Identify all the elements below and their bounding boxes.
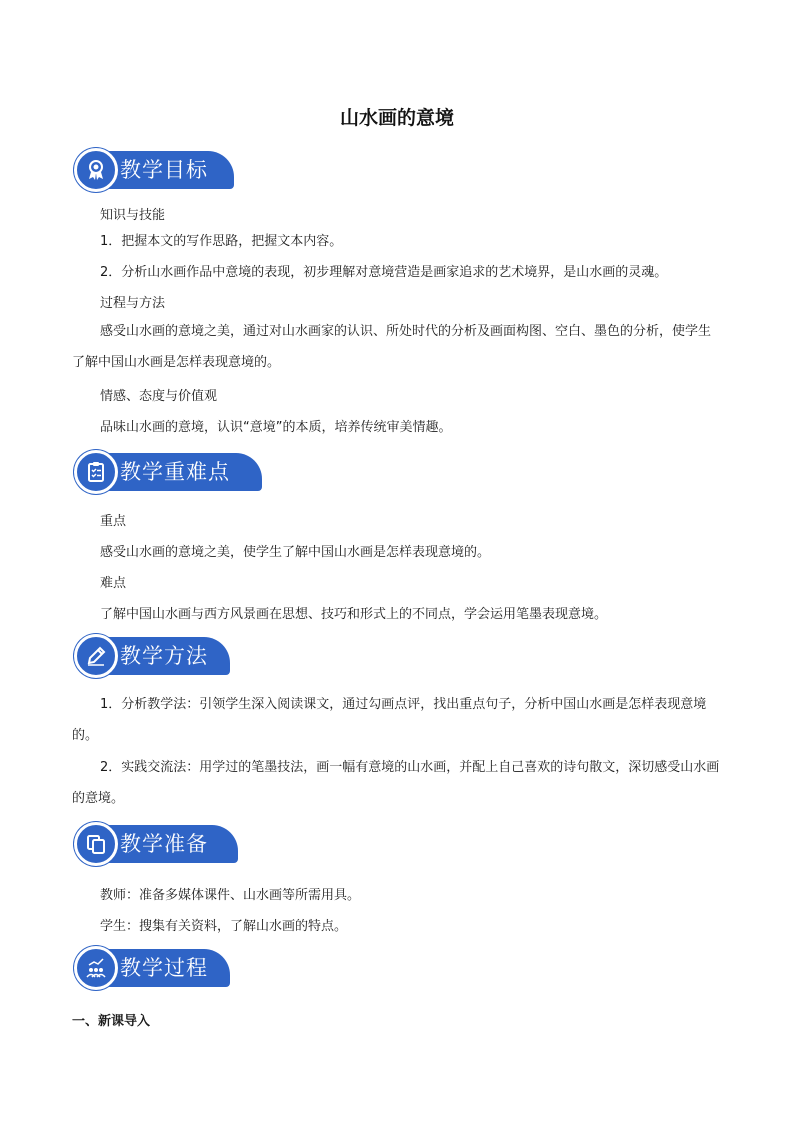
section-heading: 教学准备 — [120, 832, 208, 856]
text-paragraph: 感受山水画的意境之美，通过对山水画家的认识、所处时代的分析及画面构图、空白、墨色的分析，使学生了解中国山水画是怎样表现意境的。 — [72, 324, 712, 370]
text-paragraph: 2．实践交流法：用学过的笔墨技法，画一幅有意境的山水画，并配上自己喜欢的诗句散文，深切感受山水画的意境。 — [72, 760, 720, 806]
subheading-knowledge: 知识与技能 — [100, 208, 166, 223]
text-line: 2．分析山水画作品中意境的表现，初步理解对意境营造是画家追求的艺术境界，是山水画的灵魂。 — [100, 265, 668, 280]
section-heading: 教学方法 — [120, 644, 208, 668]
subheading-key: 重点 — [100, 514, 127, 529]
pencil-edit-icon — [85, 645, 107, 667]
subheading-process: 过程与方法 — [100, 296, 166, 311]
award-ribbon-icon — [85, 159, 107, 181]
text-line: 感受山水画的意境之美，使学生了解中国山水画是怎样表现意境的。 — [100, 545, 491, 560]
text-line: 了解中国山水画与西方风景画在思想、技巧和形式上的不同点，学会运用笔墨表现意境。 — [100, 607, 608, 622]
text-paragraph: 1．分析教学法：引领学生深入阅读课文，通过勾画点评，找出重点句子，分析中国山水画是怎样表现意境的。 — [72, 697, 707, 743]
subheading-emotion: 情感、态度与价值观 — [100, 389, 218, 404]
stacked-documents-icon — [85, 833, 107, 855]
team-growth-icon — [85, 957, 107, 979]
clipboard-checklist-icon — [85, 461, 107, 483]
text-line: 1．把握本文的写作思路，把握文本内容。 — [100, 234, 343, 249]
section-heading: 教学目标 — [120, 158, 208, 182]
text-line: 教师：准备多媒体课件、山水画等所需用具。 — [100, 888, 361, 903]
step-heading: 一、新课导入 — [72, 1014, 151, 1029]
section-heading: 教学重难点 — [120, 460, 230, 484]
subheading-difficult: 难点 — [100, 576, 127, 591]
text-line: 学生：搜集有关资料，了解山水画的特点。 — [100, 919, 348, 934]
text-line: 品味山水画的意境，认识“意境”的本质，培养传统审美情趣。 — [100, 420, 452, 435]
page-title: 山水画的意境 — [339, 107, 454, 129]
section-heading: 教学过程 — [120, 956, 208, 980]
